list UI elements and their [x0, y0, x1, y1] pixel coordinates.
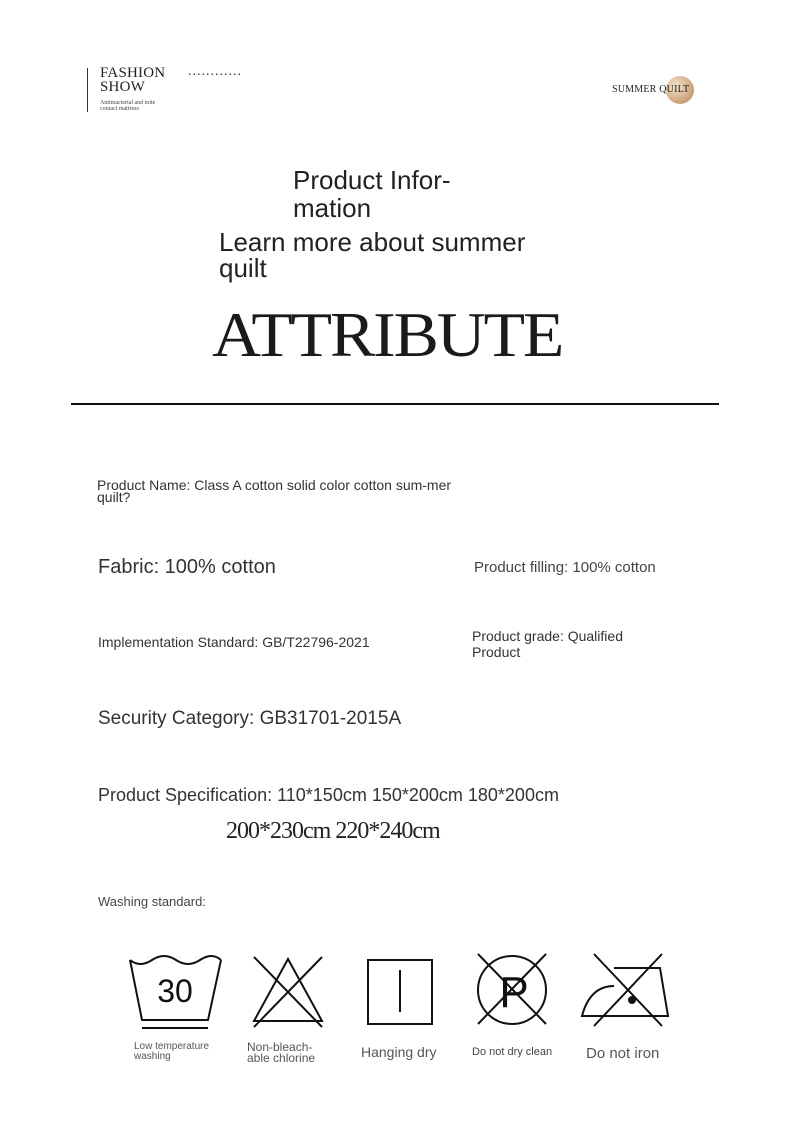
brand-sub-line1: Antimacterial and mite	[100, 100, 156, 106]
washing-standard-label: Washing standard:	[98, 894, 206, 909]
care-label-hang: Hanging dry	[361, 1044, 437, 1060]
hang-dry-icon	[366, 958, 436, 1028]
brand-dots: ............	[188, 64, 242, 79]
no-iron-icon	[580, 952, 672, 1028]
logo-divider	[87, 68, 88, 112]
product-name: Product Name: Class A cotton solid color cotton sum-mer quilt?	[97, 477, 452, 505]
no-bleach-icon	[250, 955, 326, 1029]
attribute-heading: ATTRIBUTE	[212, 299, 563, 370]
no-dry-clean-icon	[474, 952, 550, 1028]
care-label-wash: Low temperature washing	[134, 1041, 210, 1062]
section-divider	[71, 403, 719, 405]
care-label-dry-clean: Do not dry clean	[472, 1046, 553, 1058]
implementation-standard: Implementation Standard: GB/T22796-2021	[98, 634, 370, 650]
page-subtitle: Learn more about summer quilt	[219, 227, 526, 283]
care-label-bleach: Non-bleach-able chlorine	[247, 1040, 316, 1065]
brand-logo	[100, 66, 165, 94]
brand-sub-line2: contact mattress	[100, 106, 139, 112]
brand-subtitle	[100, 100, 155, 112]
dry-clean-letter: P	[499, 968, 529, 1017]
product-specification-more: 200*230cm 220*240cm	[226, 818, 440, 844]
page-title: Product Infor-mation	[293, 165, 451, 223]
brand-title-line1: FASHION	[100, 65, 166, 81]
fabric-info: Fabric: 100% cotton	[98, 556, 276, 578]
product-specification: Product Specification: 110*150cm 150*200cm 180*200cm	[98, 785, 559, 805]
product-grade: Product grade: Qualified Product	[472, 628, 623, 660]
wash-temperature: 30	[157, 973, 193, 1009]
care-label-iron: Do not iron	[586, 1045, 660, 1062]
filling-info: Product filling: 100% cotton	[474, 559, 656, 576]
wash-30-icon	[128, 954, 224, 1032]
security-category: Security Category: GB31701-2015A	[98, 708, 402, 729]
summer-quilt-badge-text: SUMMER QUILT	[612, 84, 690, 95]
brand-title-line2: SHOW	[100, 79, 145, 95]
